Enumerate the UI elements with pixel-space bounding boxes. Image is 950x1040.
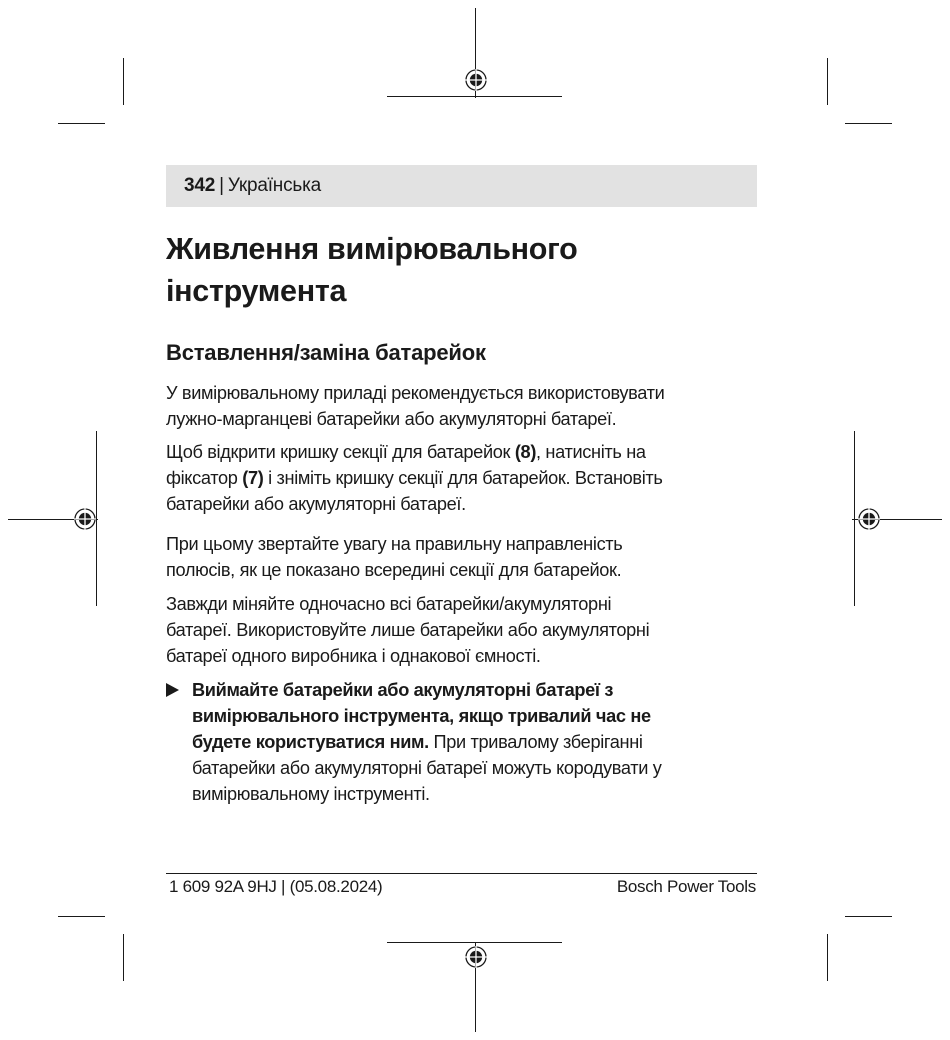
text-fragment: фіксатор xyxy=(166,468,243,488)
warning-bold-line: вимірювального інструмента, якщо тривалий час не xyxy=(192,706,651,726)
paragraph-line: лужно-марганцеві батарейки або акумуляторні батареї. xyxy=(166,409,617,429)
page-title-line-2: інструмента xyxy=(166,274,347,308)
crosshair-target-icon xyxy=(465,946,487,968)
registration-line xyxy=(387,942,562,943)
paragraph-line: батарейки або акумуляторні батареї можуть кородувати у xyxy=(192,758,662,778)
header-language: Українська xyxy=(227,175,321,196)
paragraph-line: полюсів, як це показано всередині секції для батарейок. xyxy=(166,560,622,580)
paragraph-line xyxy=(192,729,757,755)
registration-line xyxy=(96,431,97,606)
page-title xyxy=(166,228,756,312)
page-header xyxy=(166,165,757,207)
page-number: 342 xyxy=(184,175,216,196)
paragraph-line xyxy=(166,439,756,465)
registration-line xyxy=(854,431,855,606)
paragraph-line: У вимірювальному приладі рекомендується використовувати xyxy=(166,383,665,403)
crosshair-target-icon xyxy=(858,508,880,530)
paragraph-replace-all xyxy=(166,591,756,669)
crop-mark xyxy=(58,916,105,917)
paragraph-line: батареї. Використовуйте лише батарейки або акумуляторні xyxy=(166,620,650,640)
paragraph-line xyxy=(166,465,756,491)
footer-brand: Bosch Power Tools xyxy=(616,877,756,896)
warning-bold-line: Виймайте батарейки або акумуляторні батареї з xyxy=(192,680,614,700)
paragraph-line: При цьому звертайте увагу на правильну направленість xyxy=(166,534,623,554)
paragraph-battery-type xyxy=(166,380,756,432)
paragraph-line: вимірювальному інструменті. xyxy=(192,784,430,804)
crop-mark xyxy=(123,58,124,105)
page-title-line-1: Живлення вимірювального xyxy=(166,232,578,266)
crop-mark xyxy=(827,934,828,981)
crop-mark xyxy=(845,123,892,124)
crosshair-target-icon xyxy=(74,508,96,530)
text-fragment: , натисніть на xyxy=(536,442,646,462)
reference-cover-8: (8) xyxy=(514,442,537,462)
header-separator: | xyxy=(219,175,224,196)
warning-bold-fragment: будете користуватися ним. xyxy=(192,732,429,752)
footer-divider xyxy=(166,873,757,874)
registration-line xyxy=(387,96,562,97)
crop-mark xyxy=(58,123,105,124)
paragraph-line: батареї одного виробника і однакової ємності. xyxy=(166,646,541,666)
crosshair-target-icon xyxy=(465,69,487,91)
footer-doc-code: 1 609 92A 9HJ | (05.08.2024) xyxy=(169,877,383,896)
crop-mark xyxy=(845,916,892,917)
section-title: Вставлення/заміна батарейок xyxy=(166,340,486,365)
crop-mark xyxy=(827,58,828,105)
reference-latch-7: (7) xyxy=(242,468,264,488)
paragraph-polarity xyxy=(166,531,756,583)
text-fragment: При тривалому зберіганні xyxy=(428,732,643,752)
paragraph-open-cover xyxy=(166,439,756,517)
text-fragment: Щоб відкрити кришку секції для батарейок xyxy=(166,442,515,462)
warning-paragraph xyxy=(192,677,757,807)
text-fragment: і зніміть кришку секції для батарейок. Встановіть xyxy=(263,468,663,488)
paragraph-line: батарейки або акумуляторні батареї. xyxy=(166,494,466,514)
crop-mark xyxy=(123,934,124,981)
header-text xyxy=(184,175,321,197)
triangle-right-icon xyxy=(166,683,179,697)
paragraph-line: Завжди міняйте одночасно всі батарейки/акумуляторні xyxy=(166,594,612,614)
